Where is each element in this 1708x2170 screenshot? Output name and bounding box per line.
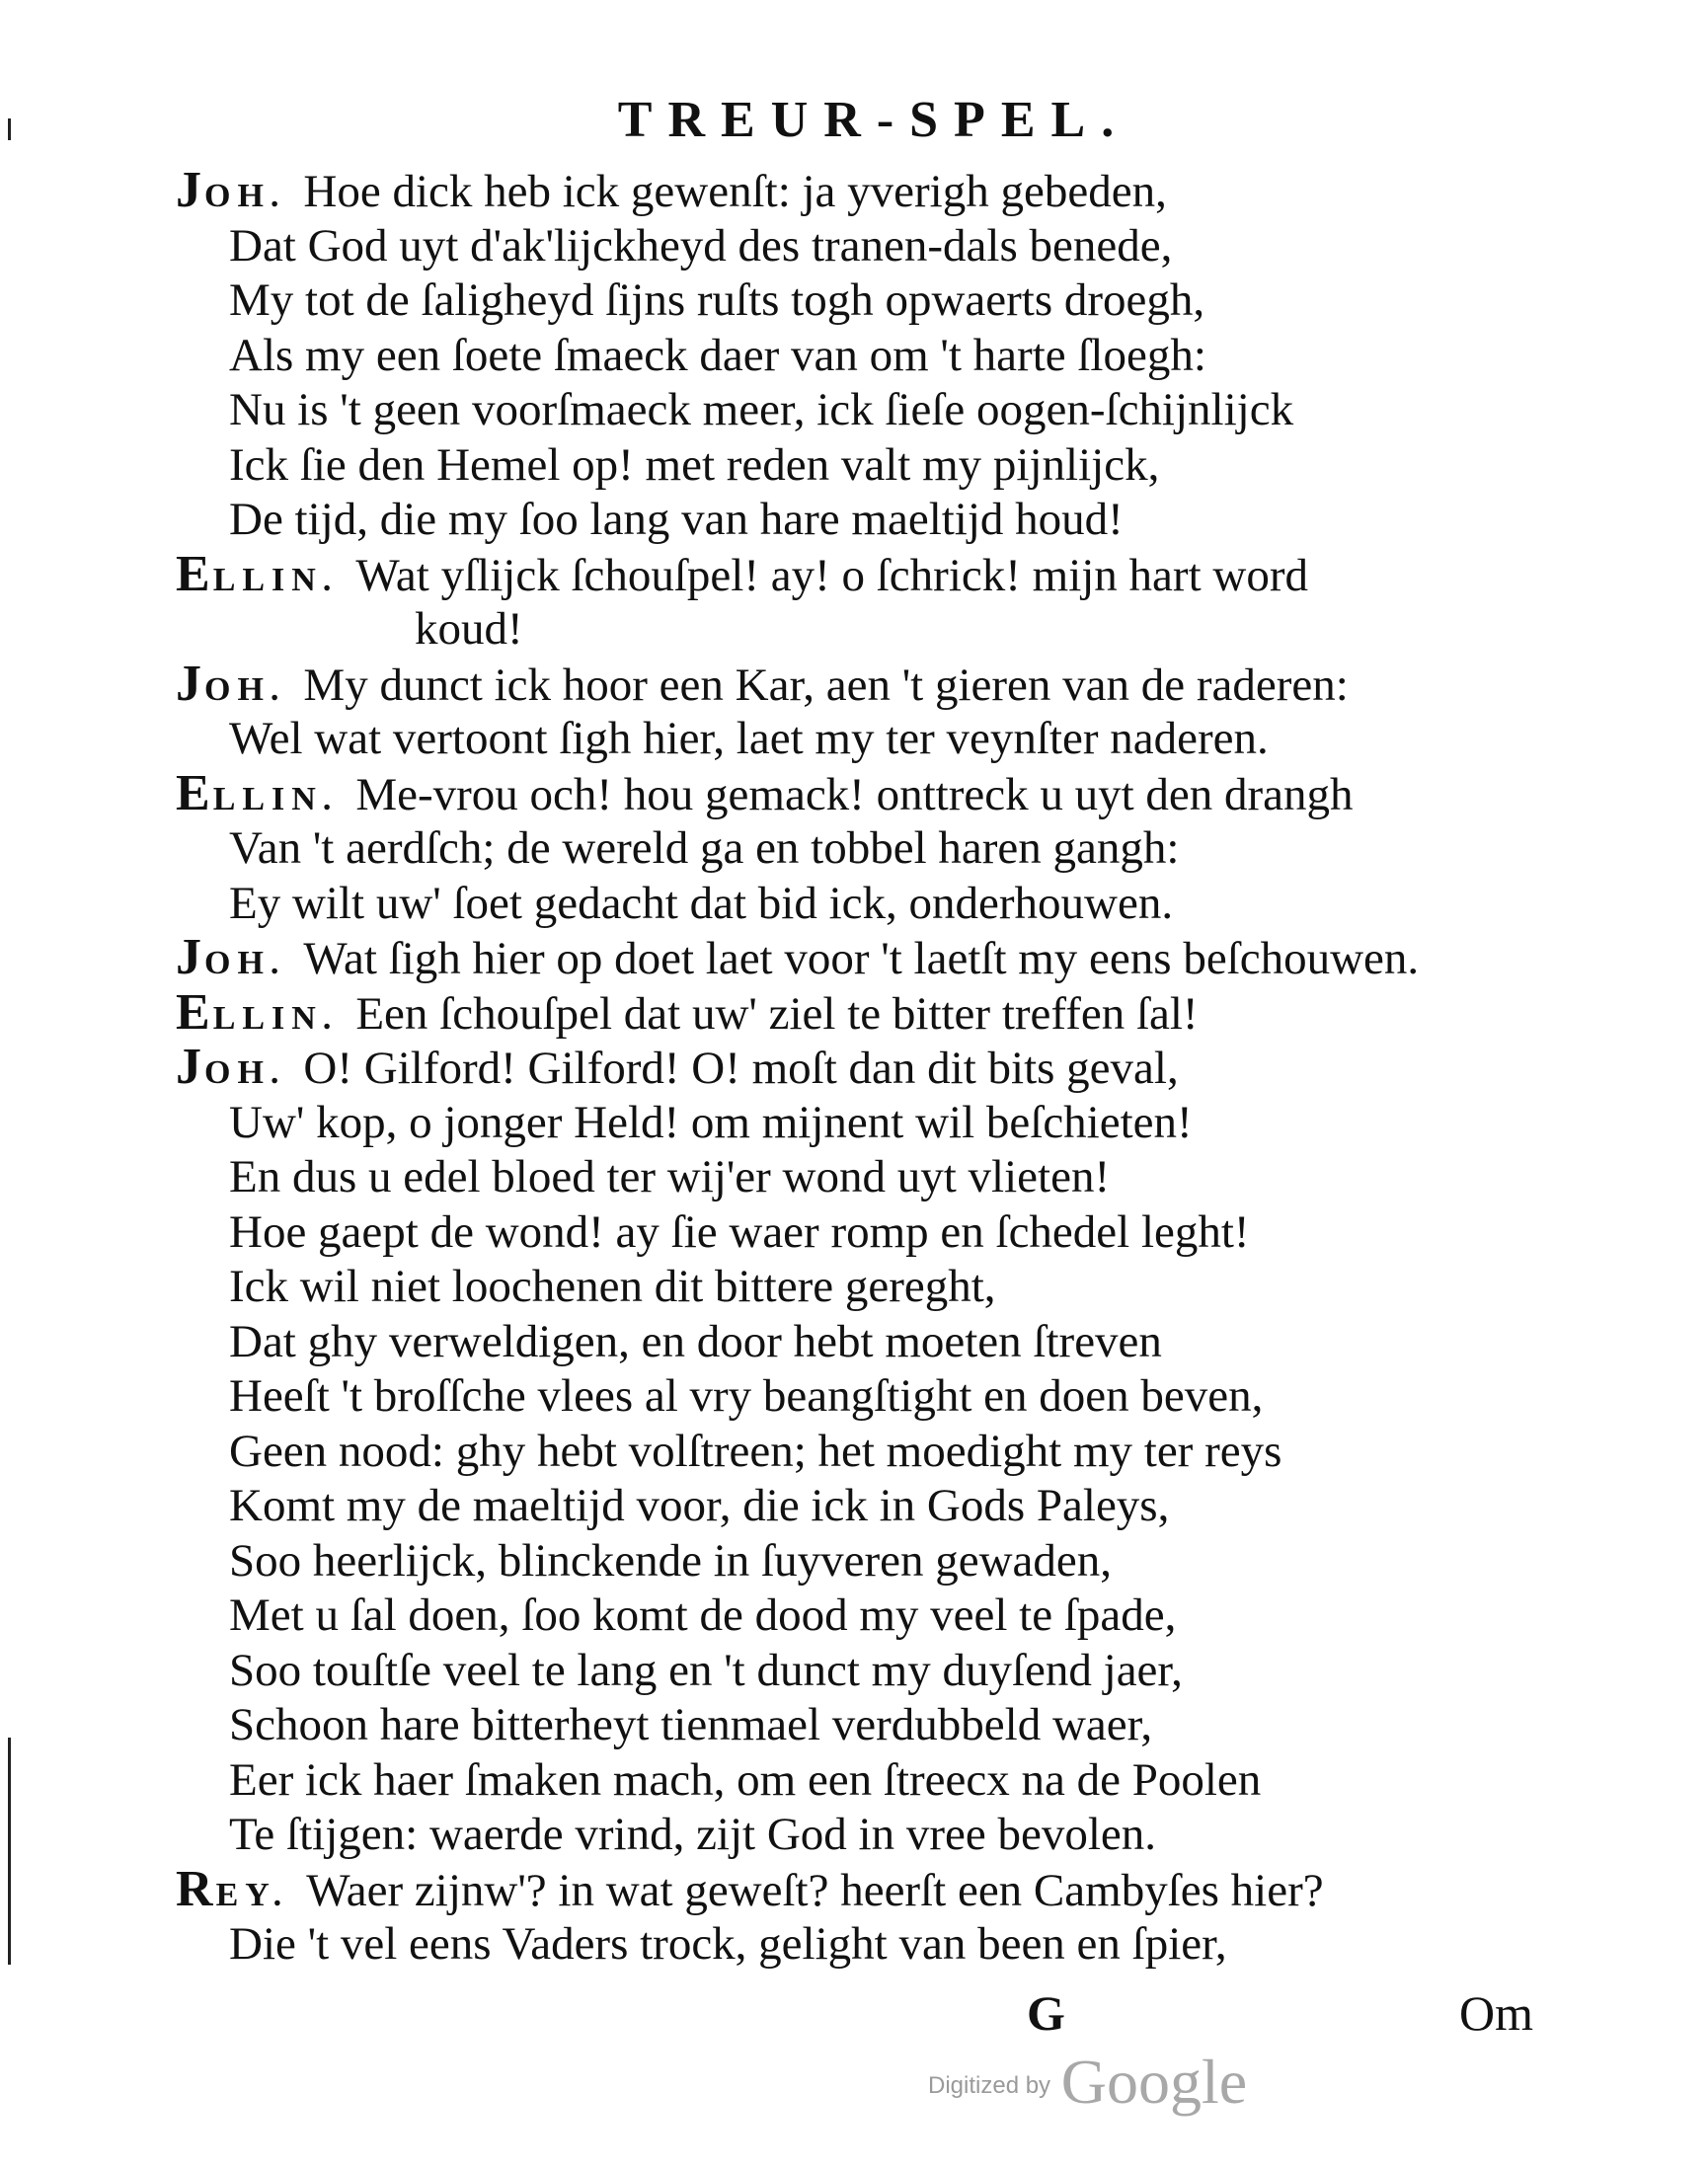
verse-text: Ick ſie den Hemel op! met reden valt my pijnlijck, xyxy=(229,438,1160,491)
speaker-name: JOH. xyxy=(176,162,286,218)
verse-text: Een ſchouſpel dat uw' ziel te bitter treffen ſal! xyxy=(355,987,1199,1040)
speaker-line xyxy=(176,930,1419,991)
verse-text: Wat yſlijck ſchouſpel! ay! o ſchrick! mijn hart word xyxy=(355,549,1308,601)
speaker-name: ELLIN. xyxy=(176,545,339,602)
verse-text: Soo heerlijck, blinckende in ſuyveren gewaden, xyxy=(229,1534,1113,1587)
speaker-name: ELLIN. xyxy=(176,983,339,1041)
catchword: Om xyxy=(1459,1985,1533,2041)
verse-text: Van 't aerdſch; de wereld ga en tobbel haren gangh: xyxy=(229,822,1180,874)
verse-line xyxy=(229,820,1179,876)
verse-line xyxy=(229,1643,1183,1698)
verse-line xyxy=(229,1752,1261,1808)
speaker-name: JOH. xyxy=(176,1039,286,1095)
verse-line xyxy=(415,601,523,657)
verse-text: Die 't vel eens Vaders trock, gelight van been en ſpier, xyxy=(229,1918,1227,1970)
speaker-name: JOH. xyxy=(176,655,286,712)
speaker-name: JOH. xyxy=(176,929,286,985)
verse-text: Schoon hare bitterheyt tienmael verdubbeld waer, xyxy=(229,1699,1153,1750)
verse-line xyxy=(229,1533,1112,1589)
verse-text: Te ſtijgen: waerde vrind, zijt God in vree bevolen. xyxy=(229,1809,1157,1860)
watermark-prefix: Digitized by xyxy=(928,2072,1051,2099)
verse-text: Wat ſigh hier op doet laet voor 't laetſt my eens beſchouwen. xyxy=(303,933,1420,984)
verse-text: My dunct ick hoor een Kar, aen 't gieren van de raderen: xyxy=(303,659,1349,711)
verse-line xyxy=(229,1204,1250,1260)
running-header: TREUR-SPEL. xyxy=(617,92,1130,148)
verse-text: En dus u edel bloed ter wij'er wond uyt vlieten! xyxy=(229,1151,1111,1202)
verse-line xyxy=(229,1424,1281,1479)
verse-line xyxy=(229,1095,1193,1150)
verse-text: Soo touſtſe veel te lang en 't dunct my duyſend jaer, xyxy=(229,1644,1183,1696)
verse-text: Ey wilt uw' ſoet gedacht dat bid ick, onderhouwen. xyxy=(229,877,1174,929)
verse-line xyxy=(229,1149,1110,1204)
google-logo: Google xyxy=(1060,2047,1248,2117)
verse-text: Heeſt 't broſſche vlees al vry beangſtight en doen beven, xyxy=(229,1370,1264,1422)
signature-mark: G xyxy=(1027,1985,1065,2041)
verse-line xyxy=(229,1916,1227,1972)
verse-line xyxy=(229,1807,1156,1862)
verse-line xyxy=(229,1478,1169,1533)
speaker-line xyxy=(176,1862,1324,1923)
verse-text: Me-vrou och! hou gemack! onttreck u uyt den drangh xyxy=(355,768,1354,820)
verse-text: Als my een ſoete ſmaeck daer van om 't harte ſloegh: xyxy=(229,329,1206,381)
speaker-line xyxy=(176,163,1167,224)
verse-text: Eer ick haer ſmaken mach, om een ſtreecx na de Poolen xyxy=(229,1753,1262,1806)
verse-text: Komt my de maeltijd voor, die ick in Gods Paleys, xyxy=(229,1480,1170,1531)
verse-text: Wel wat vertoont ſigh hier, laet my ter veynſter naderen. xyxy=(229,713,1269,764)
verse-text: Uw' kop, o jonger Held! om mijnent wil beſchieten! xyxy=(229,1096,1193,1148)
digitized-watermark xyxy=(928,2046,1247,2119)
verse-text: Ick wil niet loochenen dit bittere gereght, xyxy=(229,1261,996,1312)
verse-text: koud! xyxy=(415,603,523,655)
verse-line xyxy=(229,1368,1263,1424)
margin-mark xyxy=(8,118,11,140)
verse-line xyxy=(229,382,1293,437)
verse-line xyxy=(229,492,1124,547)
verse-text: Dat God uyt d'ak'lijckheyd des tranen-dals benede, xyxy=(229,219,1173,271)
verse-line xyxy=(229,1697,1152,1752)
speaker-line xyxy=(176,547,1308,608)
verse-text: Geen nood: ghy hebt volſtreen; het moedight my ter reys xyxy=(229,1425,1282,1477)
verse-line xyxy=(229,437,1159,493)
verse-text: De tijd, die my ſoo lang van hare maeltijd houd! xyxy=(229,494,1124,545)
verse-text: Hoe dick heb ick gewenſt: ja yverigh gebeden, xyxy=(303,166,1167,217)
speaker-line xyxy=(176,985,1199,1046)
verse-line xyxy=(229,1259,996,1314)
verse-text: My tot de ſaligheyd ſijns ruſts togh opwaerts droegh, xyxy=(229,274,1205,326)
speaker-line xyxy=(176,766,1354,827)
speaker-line xyxy=(176,1040,1179,1101)
verse-line xyxy=(229,711,1269,766)
verse-text: Met u ſal doen, ſoo komt de dood my veel te ſpade, xyxy=(229,1589,1177,1641)
margin-mark xyxy=(8,1738,11,1965)
verse-line xyxy=(229,272,1204,328)
verse-line xyxy=(229,218,1172,273)
speaker-name: ELLIN. xyxy=(176,764,339,821)
verse-text: Nu is 't geen voorſmaeck meer, ick ſieſe oogen-ſchijnlijck xyxy=(229,384,1294,435)
speaker-name: REY. xyxy=(176,1860,289,1917)
verse-text: Waer zijnw'? in wat geweſt? heerſt een Cambyſes hier? xyxy=(306,1864,1324,1916)
verse-line xyxy=(229,1314,1162,1369)
verse-text: O! Gilford! Gilford! O! moſt dan dit bits geval, xyxy=(303,1043,1179,1094)
verse-text: Dat ghy verweldigen, en door hebt moeten ſtreven xyxy=(229,1315,1162,1367)
verse-line xyxy=(229,1588,1176,1643)
verse-text: Hoe gaept de wond! ay ſie waer romp en ſchedel leght! xyxy=(229,1205,1250,1258)
verse-line xyxy=(229,876,1173,931)
verse-line xyxy=(229,328,1206,383)
speaker-line xyxy=(176,657,1349,718)
